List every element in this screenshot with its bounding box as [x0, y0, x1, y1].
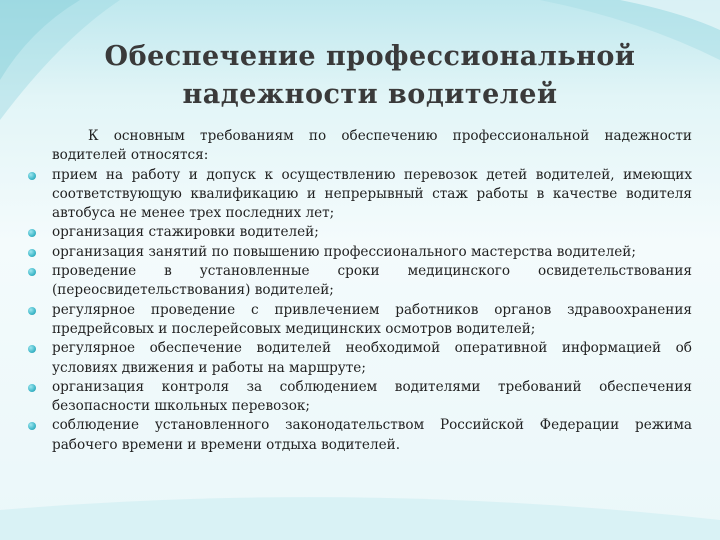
list-item-text: организация стажировки водителей;	[52, 224, 319, 241]
bullet-icon	[28, 422, 36, 430]
list-item-text: организация контроля за соблюдением водителями требований обеспечения безопасности школьных перевозок;	[52, 378, 692, 415]
title-line-1: Обеспечение профессиональной	[104, 41, 636, 72]
bullet-icon	[28, 172, 36, 180]
bullet-icon	[28, 384, 36, 392]
list-item-text: прием на работу и допуск к осуществлению перевозок детей водителей, имеющих соответствующую квалификацию и непрерывный стаж работы в качестве водителя автобуса не менее трех последних лет;	[52, 166, 692, 222]
title-line-2: надежности водителей	[182, 79, 558, 110]
content-body	[24, 127, 692, 455]
list-item	[24, 166, 692, 224]
list-item-text: регулярное обеспечение водителей необходимой оперативной информацией об условиях движения и работы на маршруте;	[52, 340, 692, 376]
list-item-text: регулярное проведение с привлечением работников органов здравоохранения предрейсовых и послерейсовых медицинских осмотров водителей;	[52, 301, 692, 337]
list-item	[24, 243, 692, 262]
list-item-text: соблюдение установленного законодательством Российской Федерации режима рабочего времени и времени отдыха водителей.	[52, 417, 692, 453]
list-item	[24, 416, 692, 455]
bullet-icon	[28, 345, 36, 353]
intro-paragraph: К основным требованиям по обеспечению профессиональной надежности водителей относятся:	[52, 128, 692, 164]
bullet-icon	[28, 229, 36, 237]
bullet-icon	[28, 307, 36, 315]
list-item	[24, 262, 692, 301]
bullet-icon	[28, 268, 36, 276]
list-item	[24, 301, 692, 340]
list-item-text: организация занятий по повышению профессионального мастерства водителей;	[52, 243, 636, 260]
list-item	[24, 339, 692, 378]
list-item	[24, 378, 692, 417]
slide-title	[60, 38, 680, 114]
list-item	[24, 223, 692, 242]
bottom-decoration	[0, 480, 720, 540]
list-item-text: проведение в установленные сроки медицинского освидетельствования (переосвидетельствования) водителей;	[52, 263, 692, 299]
bullet-icon	[28, 249, 36, 257]
